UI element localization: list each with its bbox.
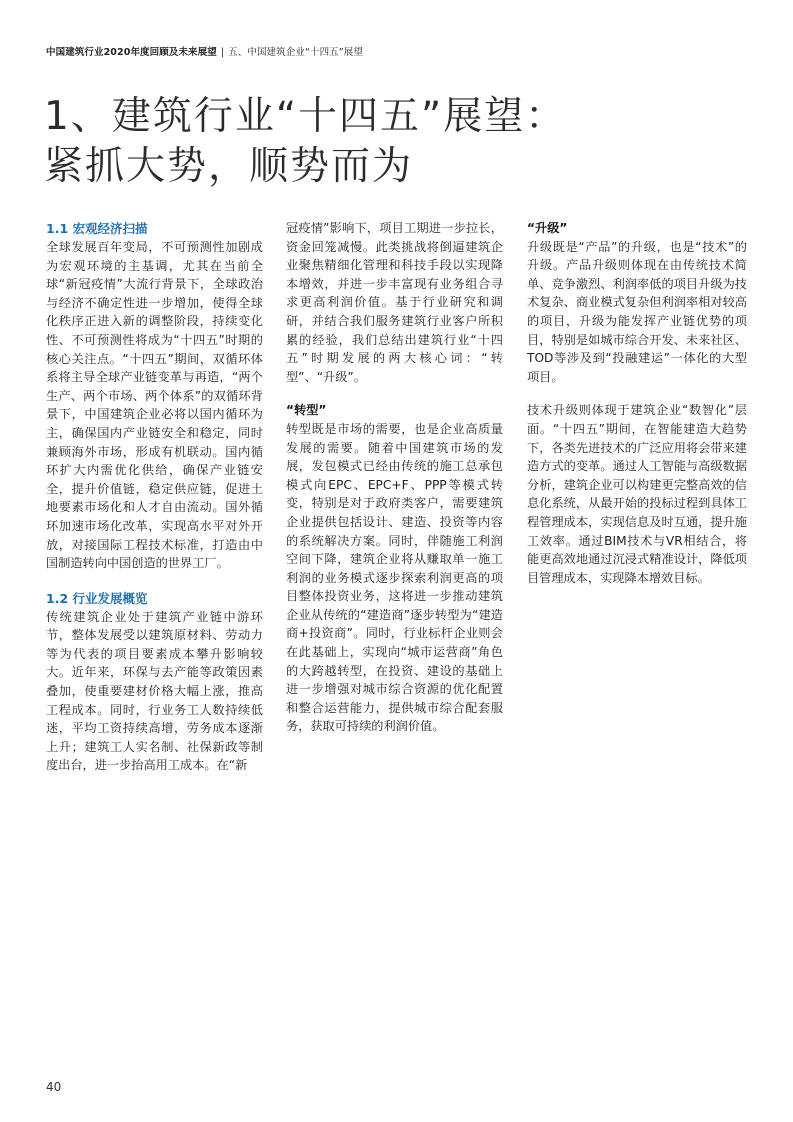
page-title-line-2: 紧抓大势，顺势而为	[44, 144, 414, 189]
column-right	[527, 219, 747, 587]
column-middle	[286, 219, 503, 736]
section-heading-macro: 1.1 宏观经济扫描	[46, 221, 148, 236]
page-number: 40	[46, 1080, 62, 1094]
section-body-macro: 全球发展百年变局，不可预测性加剧成为宏观环境的主基调，尤其在当前全球“新冠疫情”大流行背景下，全球政治与经济不确定性进一步增加，使得全球化秩序正进入新的调整阶段，持续变化性、不可预测性将成为“十四五”时期的核心关注点。“十四五”期间，双循环体系将主导全球产业链变革与再造，“两个生产、两个市场、两个体系”的双循环背景下，中国建筑企业必将以国内循环为主，确保国内产业链安全和稳定，同时兼顾海外市场，形成有机联动。国内循环扩大内需优化供给，确保产业链安全，提升价值链，稳定供应链，促进土地要素市场化和人才自由流动。国外循环加速市场化改革，实现高水平对外开放，对接国际工程技术标准，打造由中国制造转向中国创造的世界工厂。	[46, 240, 263, 571]
transformation-body: 转型既是市场的需要，也是企业高质量发展的需要。随着中国建筑市场的发展，发包模式已经由传统的施工总承包模式向EPC、EPC+F、PPP等模式转变，特别是对于政府类客户，需要建筑企业提供包括设计、建造、投资等内容的系统解决方案。同时，伴随施工利润空间下降，建筑企业将从赚取单一施工利润的业务模式逐步探索利润更高的项目整体投资业务，这将进一步推动建筑企业从传统的“建造商”逐步转型为“建造商+投资商”。同时，行业标杆企业则会在此基础上，实现向“城市运营商”角色的大跨越转型，在投资、建设的基础上进一步增强对城市综合资源的优化配置和整合运营能力，提供城市综合配套服务，获取可持续的利润价值。	[286, 421, 503, 734]
upgrade-body-product: 升级既是“产品”的升级，也是“技术”的升级。产品升级则体现在由传统技术简单、竞争激烈、利润率低的项目升级为技术复杂、商业模式复杂但利润率相对较高的项目，升级为能发挥产业链优势的项目，特别是如城市综合开发、未来社区、TOD等涉及到“投融建运”一体化的大型项目。	[527, 239, 747, 384]
section-body-industry-part2: 冠疫情”影响下，项目工期进一步拉长，资金回笼减慢。此类挑战将倒逼建筑企业聚焦精细化管理和科技手段以实现降本增效，并进一步丰富现有业务组合寻求更高利润价值。基于行业研究和调研，并结合我们服务建筑行业客户所积累的经验，我们总结出建筑行业“十四五”时期发展的两大核心词：“转型”、“升级”。	[286, 221, 503, 384]
upgrade-body-technology: 技术升级则体现于建筑企业“数智化”层面。“十四五”期间，在智能建造大趋势下，各类先进技术的广泛应用将会带来建造方式的变革。通过人工智能与高级数据分析，建筑企业可以构建更完整高效的信息化系统，从最开始的投标过程到具体工程管理成本，实现信息及时互通，提升施工效率。通过BIM技术与VR相结合，将能更高效地通过沉浸式精准设计，降低项目管理成本，实现降本增效目标。	[527, 403, 747, 585]
subheading-transformation: “转型”	[286, 403, 327, 418]
column-left	[46, 220, 263, 775]
chapter-title: 五、中国建筑企业“十四五”展望	[228, 47, 363, 58]
running-header	[46, 44, 363, 58]
page-title	[44, 92, 566, 192]
section-heading-industry: 1.2 行业发展概览	[46, 590, 148, 606]
subheading-upgrade: “升级”	[527, 221, 568, 235]
page-title-line-1: 1、建筑行业“十四五”展望：	[44, 94, 567, 139]
header-separator: |	[220, 47, 225, 58]
section-body-industry-part1: 传统建筑企业处于建筑产业链中游环节，整体发展受以建筑原材料、劳动力等为代表的项目要素成本攀升影响较大。近年来，环保与去产能等政策因素叠加，使重要建材价格大幅上涨，推高工程成本。同时，行业务工人数持续低迷，平均工资持续高增，劳务成本逐渐上升；建筑工人实名制、社保新政等制度出台，进一步抬高用工成本。在“新	[46, 609, 263, 773]
report-title: 中国建筑行业2020年度回顾及未来展望	[46, 47, 217, 58]
